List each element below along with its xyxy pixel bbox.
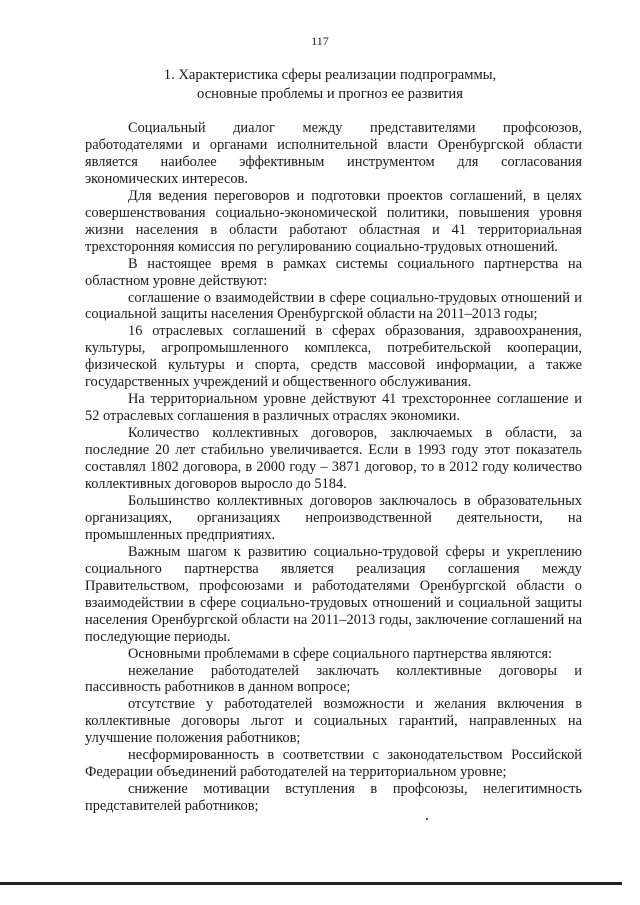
paragraph: соглашение о взаимодействии в сфере социально-трудовых отношений и социальной защиты населения Оренбургской области на 2011–2013 годы; [85, 289, 582, 323]
paragraph: Для ведения переговоров и подготовки проектов соглашений, в целях совершенствования социально-экономической политики, повышения уровня жизни населения в области работают областная и 41 территориальная трехсторонняя комиссия по регулированию социально-трудовых отношений. [85, 187, 582, 255]
page-number: 117 [311, 34, 329, 48]
paragraph: На территориальном уровне действуют 41 трехстороннее соглашение и 52 отраслевых соглашения в различных отраслях экономики. [85, 391, 582, 425]
paragraph: В настоящее время в рамках системы социального партнерства на областном уровне действуют: [85, 255, 582, 289]
section-heading-line-1: 1. Характеристика сферы реализации подпрограммы, [163, 67, 497, 83]
paragraph: 16 отраслевых соглашений в сферах образования, здравоохранения, культуры, агропромышленного комплекса, потребительской кооперации, физической культуры и спорта, средств массовой информации, а также государственных учреждений и общественного обслуживания. [85, 323, 582, 391]
scan-edge-line [0, 882, 622, 885]
paragraph: отсутствие у работодателей возможности и желания включения в коллективные договоры льгот и социальных гарантий, направленных на улучшение положения работников; [85, 696, 582, 747]
paragraph: Важным шагом к развитию социально-трудовой сферы и укреплению социального партнерства является реализация соглашения между Правительством, профсоюзами и работодателями Оренбургской области о взаимодействии в сфере социально-трудовых отношений и социальной защиты населения Оренбургской области на 2011–2013 годы, заключение соглашений на последующие периоды. [85, 543, 582, 645]
section-heading [90, 66, 570, 104]
paragraph: нежелание работодателей заключать коллективные договоры и пассивность работников в данном вопросе; [85, 662, 582, 696]
paragraph: несформированность в соответствии с законодательством Российской Федерации объединений работодателей на территориальном уровне; [85, 747, 582, 781]
paragraph: снижение мотивации вступления в профсоюзы, нелегитимность представителей работников; [85, 781, 582, 815]
paragraph: Количество коллективных договоров, заключаемых в области, за последние 20 лет стабильно увеличивается. Если в 1993 году этот показатель составлял 1802 договора, в 2000 году – 3871 договор, то в 2012 году количество коллективных договоров выросло до 5184. [85, 425, 582, 493]
paragraph: Большинство коллективных договоров заключалось в образовательных организациях, организациях непроизводственной деятельности, на промышленных предприятиях. [85, 492, 582, 543]
scan-speck [426, 818, 428, 820]
paragraph: Социальный диалог между представителями профсоюзов, работодателями и органами исполнительной власти Оренбургской области является наиболее эффективным инструментом для согласования экономических интересов. [85, 120, 582, 187]
paragraph: Основными проблемами в сфере социального партнерства являются: [128, 645, 552, 662]
body-text [85, 120, 582, 815]
section-heading-line-2: основные проблемы и прогноз ее развития [197, 86, 463, 102]
